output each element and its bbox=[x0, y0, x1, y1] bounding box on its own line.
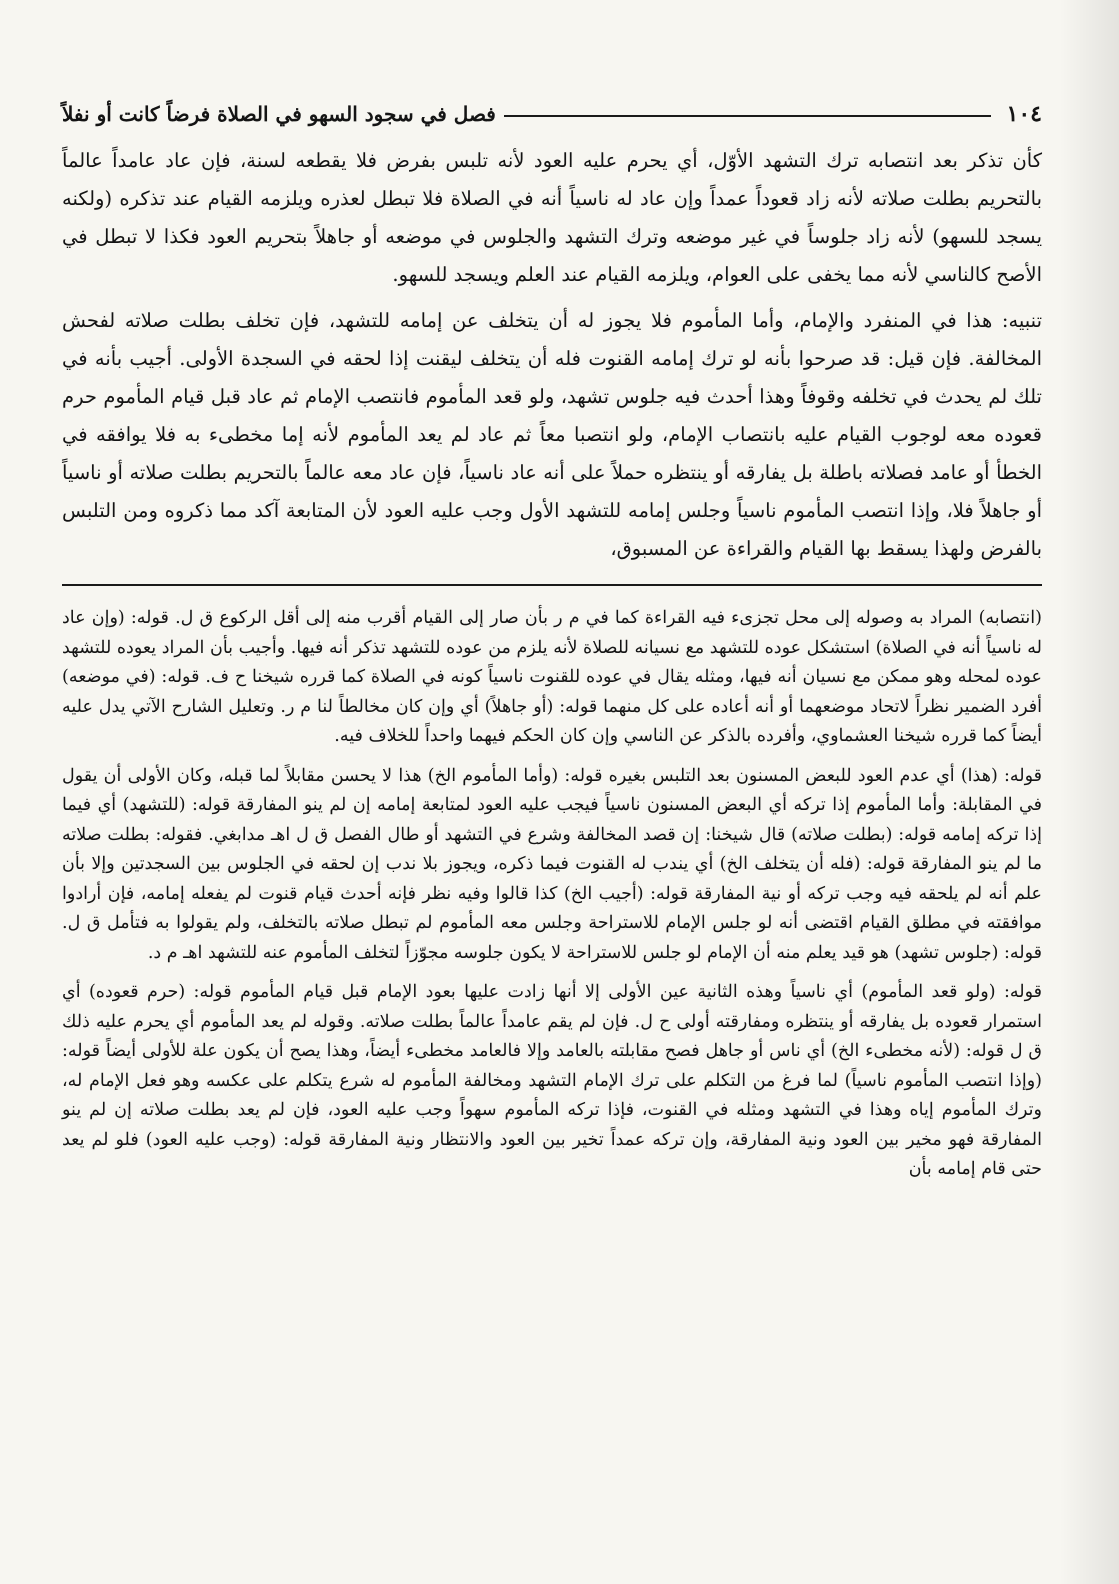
commentary-notes bbox=[62, 604, 1042, 1185]
book-page bbox=[62, 96, 1042, 1195]
header-rule bbox=[504, 115, 991, 117]
footnote-divider bbox=[62, 584, 1042, 586]
scan-edge-shadow bbox=[1059, 0, 1119, 1584]
running-title: فصل في سجود السهو في الصلاة فرضاً كانت أو نفلاً bbox=[62, 102, 496, 126]
note-paragraph-1: (انتصابه) المراد به وصوله إلى محل تجزىء فيه القراءة كما في م ر بأن صار إلى القيام أقرب منه إلى أقل الركوع ق ل. قوله: (وإن عاد له ناسياً أنه في الصلاة) استشكل عوده للتشهد مع نسيانه للصلاة لأنه يلزم من عوده للتشهد تذكر أنه فيها. وأجيب بأن المراد يعوده للتشهد عوده لمحله وهو ممكن مع نسيان أنه فيها، ومثله يقال في عوده للقنوت ناسياً كونه في الصلاة كما قرره شيخنا ح ف. قوله: (في موضعه) أفرد الضمير نظراً لاتحاد موضعهما أو أنه أعاده على كل منهما قوله: (أو جاهلاً) أي وإن كان مخالطاً لنا م ر. وتعليل الشارح الآتي يدل عليه أيضاً كما قرره شيخنا العشماوي، وأفرده بالذكر عن الناسي وإن كان الحكم فيهما واحداً للخلاف فيه. bbox=[62, 608, 1042, 746]
page-number: ١٠٤ bbox=[1006, 101, 1042, 127]
main-paragraph-2: تنبيه: هذا في المنفرد والإمام، وأما المأموم فلا يجوز له أن يتخلف عن إمامه للتشهد، فإن تخلف بطلت صلاته لفحش المخالفة. فإن قيل: قد صرحوا بأنه لو ترك إمامه القنوت فله أن يتخلف ليقنت إذا لحقه في السجدة الأولى. أجيب بأنه في تلك لم يحدث في تخلفه وقوفاً وهذا أحدث فيه جلوس تشهد، ولو قعد المأموم فانتصب الإمام ثم عاد قبل قيام المأموم حرم قعوده معه لوجوب القيام عليه بانتصاب الإمام، ولو انتصبا معاً ثم عاد لم يعد المأموم لأنه إما مخطىء به فلا يوافقه في الخطأ أو عامد فصلاته باطلة بل يفارقه أو ينتظره حملاً على أنه عاد ناسياً، فإن عاد معه عالماً بالتحريم بطلت صلاته أو ناسياً أو جاهلاً فلا، وإذا انتصب المأموم ناسياً وجلس إمامه للتشهد الأول وجب عليه العود لأن المتابعة آكد مما ذكروه ومن التلبس بالفرض ولهذا يسقط بها القيام والقراءة عن المسبوق، bbox=[62, 309, 1042, 560]
main-text bbox=[62, 142, 1042, 568]
note-paragraph-3: قوله: (ولو قعد المأموم) أي ناسياً وهذه الثانية عين الأولى إلا أنها زادت عليها بعود الإمام قبل قيام المأموم قوله: (حرم قعوده) أي استمرار قعوده بل يفارقه أو ينتظره ومفارقته أولى ح ل. فإن لم يقم عامداً عالماً بطلت صلاته. وقوله لم يعد المأموم أي يحرم عليه ذلك ق ل قوله: (لأنه مخطىء الخ) أي ناس أو جاهل فصح مقابلته بالعامد وإلا فالعامد مخطىء أيضاً، وهذا يصح أن يكون علة للأولى أيضاً قوله: (وإذا انتصب المأموم ناسياً) لما فرغ من التكلم على ترك الإمام التشهد ومخالفة المأموم له شرع يتكلم على عكسه وهو فعل الإمام له، وترك المأموم إياه وهذا في التشهد ومثله في القنوت، فإذا تركه المأموم سهواً وجب عليه العود، فإن لم يعد بطلت صلاته إن لم ينو المفارقة فهو مخير بين العود ونية المفارقة، وإن تركه عمداً تخير بين العود والانتظار ونية المفارقة قوله: (وجب عليه العود) فلو لم يعد حتى قام إمامه بأن bbox=[62, 982, 1042, 1179]
note-paragraph-2: قوله: (هذا) أي عدم العود للبعض المسنون بعد التلبس بغيره قوله: (وأما المأموم الخ) هذا لا يحسن مقابلاً لما قبله، وكان الأولى أن يقول في المقابلة: وأما المأموم إذا تركه أي البعض المسنون ناسياً فيجب عليه العود لمتابعة إمامه إن لم ينو المفارقة قوله: (للتشهد) أي فيما إذا تركه إمامه قوله: (بطلت صلاته) قال شيخنا: إن قصد المخالفة وشرع في التشهد أو طال الفصل ق ل اهـ مدابغي. فقوله: بطلت صلاته ما لم ينو المفارقة قوله: (فله أن يتخلف الخ) أي يندب له القنوت فيما ذكره، ويجوز بلا ندب إن لحقه في الجلوس بين السجدتين وإلا بأن علم أنه لم يلحقه فيه وجب تركه أو نية المفارقة قوله: (أجيب الخ) كذا قالوا وفيه نظر فإنه أحدث قيام قنوت لم يفعله إمامه، فإن أرادوا موافقته في مطلق القيام اقتضى أنه لو جلس الإمام للاستراحة وجلس معه المأموم لم تبطل صلاته بالتخلف، ولم يقولوا به فتأمل ق ل. قوله: (جلوس تشهد) هو قيد يعلم منه أن الإمام لو جلس للاستراحة لا يكون جلوسه مجوّزاً لتخلف المأموم عنه للتشهد اهـ م د. bbox=[62, 765, 1042, 963]
page-header bbox=[62, 96, 1042, 132]
main-paragraph-1: كأن تذكر بعد انتصابه ترك التشهد الأوّل، أي يحرم عليه العود لأنه تلبس بفرض فلا يقطعه لسنة، فإن عاد عامداً عالماً بالتحريم بطلت صلاته لأنه زاد قعوداً عمداً وإن عاد له ناسياً أنه في الصلاة فلا تبطل لعذره ويلزمه القيام عند تذكره (ولكنه يسجد للسهو) لأنه زاد جلوساً في غير موضعه وترك التشهد والجلوس في موضعه أو جاهلاً بتحريم العود فكذا لا تبطل في الأصح كالناسي لأنه مما يخفى على العوام، ويلزمه القيام عند العلم ويسجد للسهو. bbox=[62, 149, 1042, 286]
